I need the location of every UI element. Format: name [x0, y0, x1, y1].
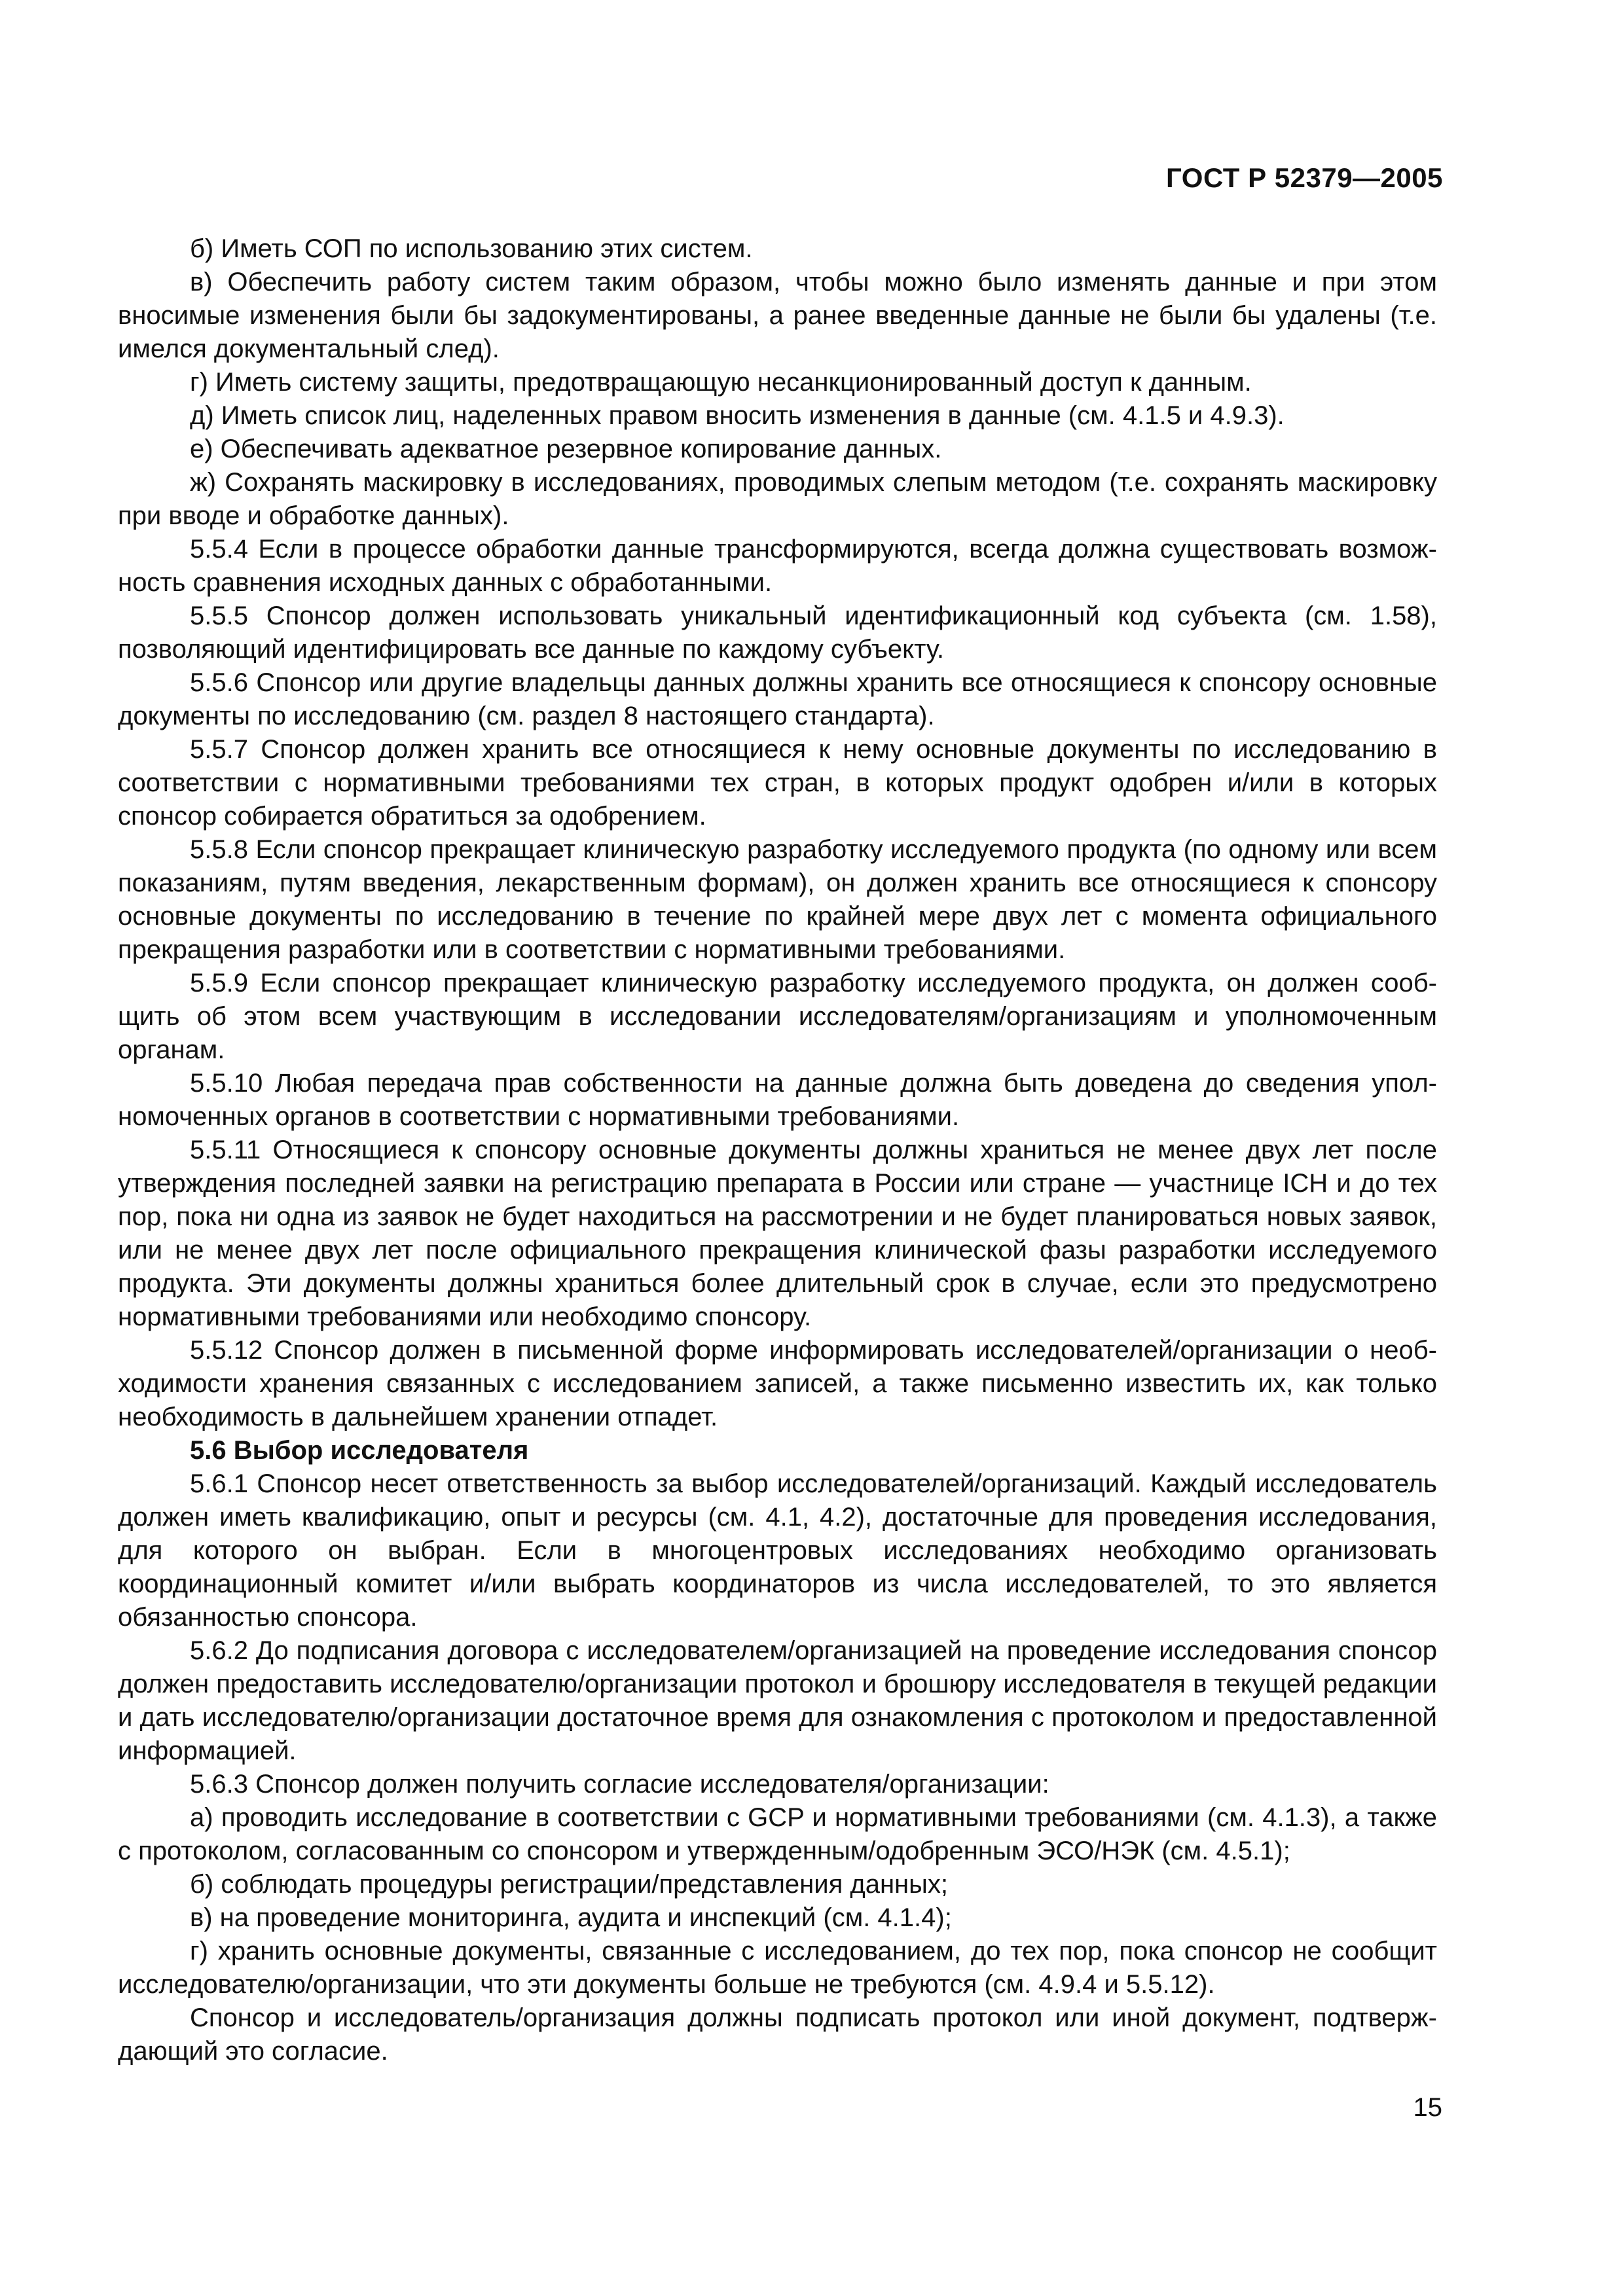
paragraph: 5.5.9 Если спонсор прекращает клиническую разработку исследуемого продукта, он должен сообщить об этом всем участвующим в исследовании исследователям/организациям и уполномоченным органам.: [118, 969, 1437, 1064]
paragraph: 5.5.8 Если спонсор прекращает клиническую разработку исследуемого продукта (по одному или всем показаниям, путям введения, лекарственным формам), он должен хранить все относящиеся к спонсору основные документы по исследованию в течение по крайней мере двух лет с момента официального прекращения разработки или в соответствии с нормативными требованиями.: [118, 835, 1437, 964]
paragraph: 5.5.12 Спонсор должен в письменной форме информировать исследователей/организации о необходимости хранения связанных с исследованием записей, а также письменно известить их, как только необходимость в дальнейшем хранении отпадет.: [118, 1336, 1437, 1431]
document-body: [118, 232, 1437, 2068]
page-number: 15: [1413, 2093, 1442, 2122]
paragraph: в) на проведение мониторинга, аудита и инспекций (см. 4.1.4);: [190, 1903, 952, 1932]
paragraph: ж) Сохранять маскировку в исследованиях, проводимых слепым методом (т.е. сохранять маскировку при вводе и обработке данных).: [118, 468, 1437, 530]
paragraph: б) Иметь СОП по использованию этих систем.: [190, 234, 753, 263]
paragraph: 5.5.10 Любая передача прав собственности на данные должна быть доведена до сведения уполномоченных органов в соответствии с нормативными требованиями.: [118, 1069, 1437, 1131]
paragraph: а) проводить исследование в соответствии с GCP и нормативными требованиями (см. 4.1.3), а также с протоколом, согласованным со спонсором и утвержденным/одобренным ЭСО/НЭК (см. 4.5.1);: [118, 1803, 1437, 1865]
paragraph: в) Обеспечить работу систем таким образом, чтобы можно было изменять данные и при этом вносимые изменения были бы задокументированы, а ранее введенные данные не были бы удалены (т.е. имелся документальный след).: [118, 268, 1437, 363]
paragraph: 5.5.5 Спонсор должен использовать уникальный идентификационный код субъекта (см. 1.58), позволяющий идентифицировать все данные по каждому субъекту.: [118, 601, 1437, 664]
document-header: ГОСТ Р 52379—2005: [1166, 162, 1443, 193]
paragraph: 5.6.1 Спонсор несет ответственность за выбор исследователей/организаций. Каждый исследователь должен иметь квалификацию, опыт и ресурсы (см. 4.1, 4.2), достаточные для проведения исследования, для которого он выбран. Если в многоцентровых исследованиях необходимо организовать координационный комитет и/или выбрать координаторов из числа исследователей, то это является обязанностью спонсора.: [118, 1469, 1437, 1632]
paragraph: Спонсор и исследователь/организация должны подписать протокол или иной документ, подтверждающий это согласие.: [118, 2003, 1437, 2066]
paragraph: 5.6.2 До подписания договора с исследователем/организацией на проведение исследования спонсор должен предоставить исследователю/организации протокол и брошюру исследователя в текущей редакции и дать исследователю/организации достаточное время для ознакомления с протоколом и предоставленной информацией.: [118, 1636, 1437, 1765]
paragraph: 5.5.7 Спонсор должен хранить все относящиеся к нему основные документы по исследованию в соответствии с нормативными требованиями тех стран, в которых продукт одобрен и/или в которых спонсор собирается обратиться за одобрением.: [118, 735, 1437, 831]
paragraph: 5.5.4 Если в процессе обработки данные трансформируются, всегда должна существовать возможность сравнения исходных данных с обработанными.: [118, 535, 1437, 597]
paragraph: 5.5.11 Относящиеся к спонсору основные документы должны храниться не менее двух лет после утверждения последней заявки на регистрацию препарата в России или стране — участнице ICH и до тех пор, пока ни одна из заявок не будет находиться на рассмотрении и не будет планироваться новых заявок, или не менее двух лет после официального прекращения клинической фазы разработки исследуемого продукта. Эти документы должны храниться более длительный срок в случае, если это предусмотрено нормативными требованиями или необходимо спонсору.: [118, 1136, 1437, 1331]
paragraph: б) соблюдать процедуры регистрации/представления данных;: [190, 1870, 949, 1899]
section-heading: 5.6 Выбор исследователя: [190, 1436, 529, 1465]
paragraph: г) Иметь систему защиты, предотвращающую несанкционированный доступ к данным.: [190, 368, 1252, 397]
paragraph: е) Обеспечивать адекватное резервное копирование данных.: [190, 435, 942, 463]
paragraph: д) Иметь список лиц, наделенных правом вносить изменения в данные (см. 4.1.5 и 4.9.3).: [190, 401, 1285, 430]
paragraph: 5.6.3 Спонсор должен получить согласие исследователя/организации:: [190, 1770, 1049, 1799]
paragraph: 5.5.6 Спонсор или другие владельцы данных должны хранить все относящиеся к спонсору основные документы по исследованию (см. раздел 8 настоящего стандарта).: [118, 668, 1437, 730]
paragraph: г) хранить основные документы, связанные с исследованием, до тех пор, пока спонсор не сообщит исследователю/организации, что эти документы больше не требуются (см. 4.9.4 и 5.5.12).: [118, 1937, 1437, 1999]
